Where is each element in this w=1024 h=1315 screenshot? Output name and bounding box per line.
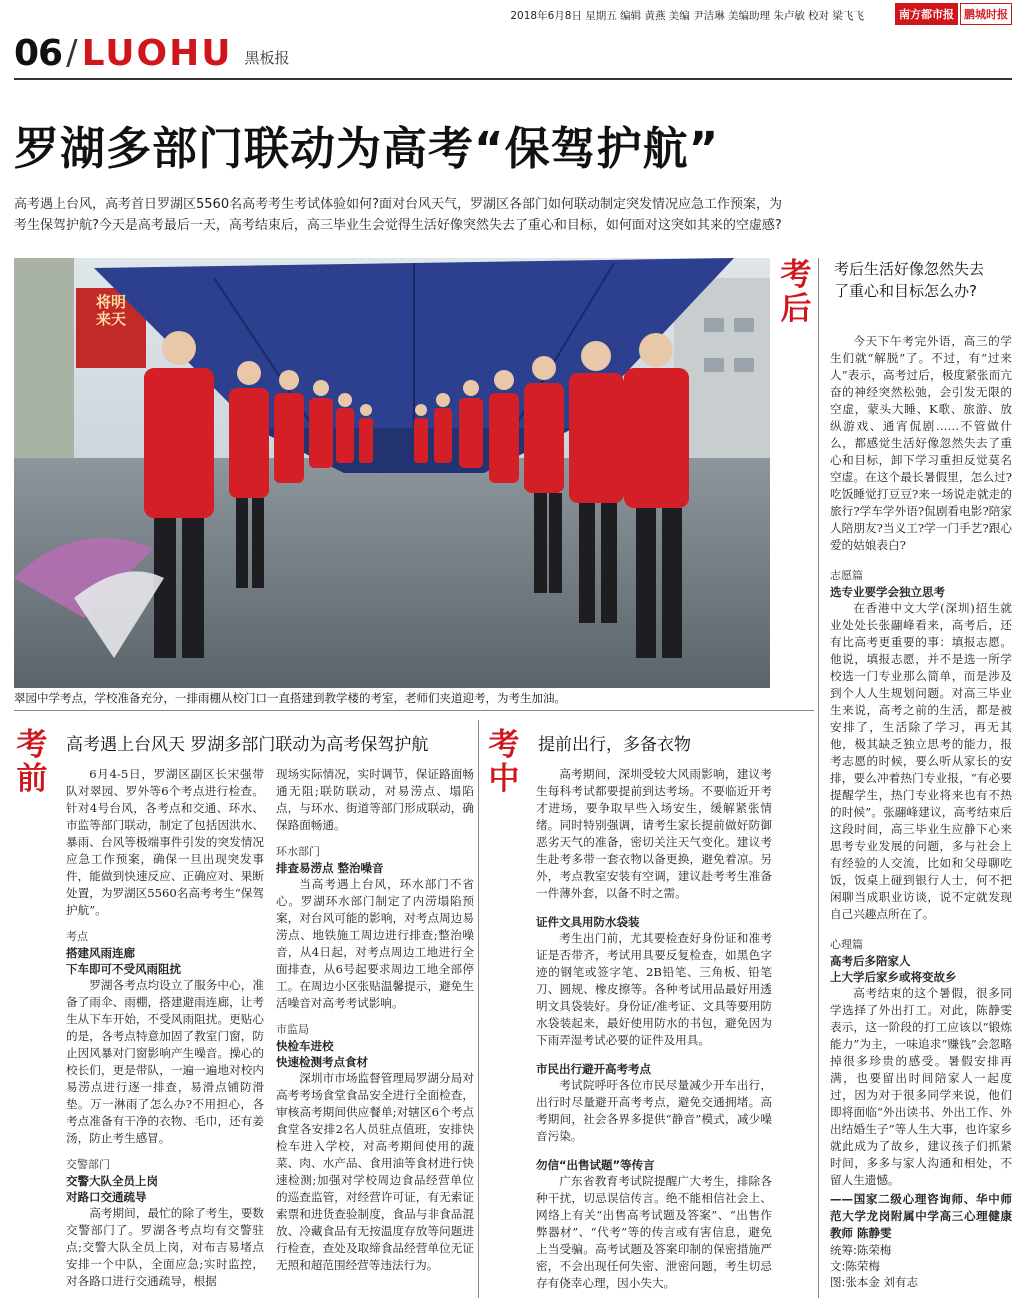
before-column-1 [66, 766, 264, 1290]
tag-after: 考后 [780, 257, 812, 327]
after-subheading-hometown: 上大学后家乡或将变故乡 [830, 970, 957, 984]
during-column [536, 766, 772, 1292]
before-subheading-police: 交警大队全员上岗 [66, 1174, 158, 1188]
before-heading-market: 市监局 [276, 1023, 309, 1036]
before-paragraph-4: 现场实际情况，实时调节，保证路面畅通无阻;联防联动，对易涝点、塌陷点，与环水、街道等部门形成联动，确保路面畅通。 [276, 767, 474, 832]
after-question: 考后生活好像忽然失去了重心和目标怎么办? [834, 260, 985, 300]
before-subheading-shelter: 下车即可不受风雨阻扰 [66, 962, 181, 976]
section-name: LUOHU [81, 32, 233, 74]
before-paragraph-1: 6月4-5日，罗湖区副区长宋强带队对翠园、罗外等6个考点进行检查。针对4号台风，各考点和交通、环水、市监等部门联动，制定了包括因洪水、暴雨、台风等极端事件引发的突发情况应急工作预案，确保一旦出现突发事件，能做到快速反应、正确应对、果断处置，为罗湖区5560名高考考生“保驾护航”。 [66, 767, 264, 917]
after-column [830, 333, 1012, 1290]
before-paragraph-5: 当高考遇上台风，环水部门不省心。罗湖环水部门制定了内涝塌陷预案，对台风可能的影响，对考点周边易涝点、地铁施工周边进行排查;整治噪音，从4日起，对考点周边工地进行全面排查，从6号起要求周边工地全部停工。在周边小区张贴温馨提示，避免生活噪音对高考考试影响。 [276, 877, 474, 1010]
brand-nandu: 南方都市报 [895, 3, 958, 25]
during-paragraph-1: 高考期间，深圳受较大风雨影响，建议考生每科考试都要提前到达考场。不要临近开考才进场，要争取早些入场安生，缓解紧张情绪。同时特别强调，请考生家长提前做好防御恶劣天气的准备，密切关注天气变化。建议考生赴考多带一套衣物以备更换，避免着凉。另外，考点教室安装有空调，建议赴考考生准备一件薄外套，以备不时之需。 [536, 767, 772, 900]
after-subheading-family: 高考后多陪家人 [830, 954, 911, 968]
before-heading-traffic: 交警部门 [66, 1158, 110, 1171]
top-bar [0, 0, 1024, 28]
during-subheading-avoid-venue: 市民出行避开高考考点 [536, 1062, 651, 1076]
expert-credit: ——国家二级心理咨询师、华中师范大学龙岗附属中学高三心理健康教师 陈静雯 [830, 1192, 1012, 1240]
during-paragraph-3: 考试院呼吁各位市民尽量减少开车出行，出行时尽量避开高考考点，避免交通拥堵。高考期间，社会各界多提供“静音”模式，减少噪音污染。 [536, 1078, 772, 1143]
byline-coordinator: 统筹:陈荣梅 [830, 1243, 892, 1257]
before-heading-venue: 考点 [66, 930, 88, 943]
brand-pengcheng: 鹏城时报 [960, 3, 1012, 25]
before-paragraph-2: 罗湖各考点均设立了服务中心，准备了雨伞、雨棚，搭建避雨连廊，让考生从下车开始，不受风雨阻扰。更贴心的是，各考点特意加固了教室门窗，防止因风暴对门窗影响产生噪音。操心的校长们，更是带队，一遍一遍地对校内易涝点进行逐一排查，易滑点铺防滑垫。万一淋雨了怎么办?不用担心，各考点准备有干净的衣物、毛巾，还有姜汤，防止考生感冒。 [66, 978, 264, 1145]
before-subheading-corridor: 搭建风雨连廊 [66, 946, 135, 960]
before-subheading-test-vehicle: 快检车进校 [276, 1039, 334, 1053]
before-paragraph-3: 高考期间，最忙的除了考生，要数交警部门了。罗湖各考点均有交警驻点;交警大队全员上岗，对布吉易堵点安排一个中队，全面应急;实时监控，对各路口进行交通疏导，根据 [66, 1206, 264, 1288]
tag-during: 考中 [488, 727, 520, 797]
after-paragraph-2: 在香港中文大学(深圳)招生就业处处长张翮峰看来，高考后，还有比高考更重要的事：填报志愿。他说，填报志愿，并不是选一所学校选一门专业那么简单，而是涉及到个人人生规划问题。对高三毕业生来说，高考之前的生活，都是被安排了，生活除了学习，再无其他，极其缺乏独立思考的能力，报考志愿的时候，要么听从家长的安排，要么冲着热门专业报，“有必要提醒学生，热门专业将来也有不热的时候”。张翮峰建议，高考结束后这段时间，高三毕业生应静下心来思考专业发展的问题，多与社会上有经验的人交流，比如和父母聊吃饭，饭桌上碰到银行人士，何不把闲聊当成职业访谈，说不定就发现自己兴趣点所在了。 [830, 601, 1012, 921]
header-divider [14, 78, 1012, 80]
byline-photographer: 图:张本金 刘有志 [830, 1275, 919, 1289]
column-divider-middle [478, 720, 479, 1298]
during-subheading-rumors: 勿信“出售试题”等传言 [536, 1158, 655, 1172]
slash-divider: / [66, 33, 78, 73]
news-photo [14, 258, 770, 688]
before-title: 高考遇上台风天 罗湖多部门联动为高考保驾护航 [66, 735, 429, 755]
after-paragraph-1: 今天下午考完外语，高三的学生们就“解脱”了。不过，有“过来人”表示，高考过后，极度紧张而亢奋的神经突然松弛，会引发无限的空虚，蒙头大睡、K歌、旅游、放纵游戏、通宵侃剧……不管做什么，都感觉生活好像忽然失去了重心和目标，卸下学习重担反觉莫名空虚。在这个最长暑假里，怎么过?吃饭睡觉打豆豆?来一场说走就走的旅行?学车学外语?侃剧看电影?陪家人陪朋友?当义工?学一门手艺?跟心爱的姑娘表白? [830, 334, 1012, 552]
before-subheading-food-test: 快速检测考点食材 [276, 1055, 368, 1069]
after-heading-volunteer: 志愿篇 [830, 569, 863, 582]
after-subheading-volunteer: 选专业要学会独立思考 [830, 585, 945, 599]
photo-caption: 翠园中学考点，学校准备充分，一排雨棚从校门口一直搭建到教学楼的考室，老师们夹道迎考，为考生加油。 [14, 691, 566, 705]
page-headline: 罗湖多部门联动为高考“保驾护航” [14, 122, 720, 175]
during-title: 提前出行，多备衣物 [538, 735, 691, 755]
lede-paragraph: 高考遇上台风，高考首日罗湖区5560名高考考生考试体验如何?面对台风天气，罗湖区各部门如何联动制定突发情况应急工作预案，为考生保驾护航?今天是高考最后一天，高考结束后，高三毕业生会觉得生活好像突然失去了重心和目标，如何面对这突如其来的空虚感? [14, 197, 782, 233]
before-subheading-flood-noise: 排查易涝点 整治噪音 [276, 861, 384, 875]
before-paragraph-6: 深圳市市场监督管理局罗湖分局对高考考场食堂食品安全进行全面检查，审核高考期间供应餐单;对辖区6个考点食堂各安排2名人员驻点值班，安排快检车进入学校，对高考期间使用的蔬菜、肉、水产品、食用油等食材进行快速检测;加强对学校周边食品经营单位的巡查监管，对经营许可证，有无索证索票和进货查验制度，食品与非食品混放、冷藏食品有无按温度存放等问题进行检查，查处及取缔食品经营单位无证无照和超范围经营等违法行为。 [276, 1071, 474, 1272]
before-subheading-junction: 对路口交通疏导 [66, 1190, 147, 1204]
during-paragraph-2: 考生出门前，尤其要检查好身份证和准考证是否带齐，考试用具要反复检查，如黑色字迹的钢笔或签字笔、2B铅笔、三角板、铅笔刀、圆规、橡皮擦等。各种考试用品最好用透明文具袋装好。身份证/准考证、文具等要用防水袋装起来，最好使用防水的书包，避免因为下雨弄湿考试必要的证件及用具。 [536, 931, 772, 1047]
after-paragraph-3: 高考结束的这个暑假，很多同学选择了外出打工。对此，陈静雯表示，这一阶段的打工应该以“锻炼能力”为主，一味追求“赚钱”会忽略掉很多珍贵的感受。暑假安排再满，也要留出时间陪家人一起度过，因为对于很多同学来说，他们即将面临“外出读书、外出工作、外出结婚生子”等人生大事，也许家乡就此成为了故乡，建议孩子们抓紧时间，多多与家人沟通和相处，不留人生遗憾。 [830, 986, 1012, 1187]
photo-banner-text: 将明来天 [95, 293, 126, 328]
byline-writer: 文:陈荣梅 [830, 1259, 880, 1273]
after-heading-psychology: 心理篇 [830, 938, 863, 951]
column-divider [818, 258, 819, 1298]
newspaper-logo [895, 4, 1012, 24]
during-subheading-waterproof: 证件文具用防水袋装 [536, 915, 640, 929]
tag-before: 考前 [16, 727, 48, 797]
subsection-name: 黑板报 [244, 48, 290, 67]
section-header [14, 32, 289, 74]
before-heading-environment: 环水部门 [276, 845, 320, 858]
during-paragraph-4: 广东省教育考试院提醒广大考生，排除各种干扰，切忌误信传言。绝不能相信社会上、网络上有关“出售高考试题及答案”、“出售作弊器材”、“代考”等的传言或有害信息，避免上当受骗。高考试题及答案印制的保密措施严密，不会出现任何失密、泄密问题，考生切忌存有侥幸心理，因小失大。 [536, 1174, 772, 1290]
lower-section-divider [14, 710, 814, 711]
page-number: 06 [14, 32, 63, 74]
before-column-2 [276, 766, 474, 1274]
issue-info: 2018年6月8日 星期五 编辑 黄燕 美编 尹洁琳 美编助理 朱卢敏 校对 梁飞飞 [510, 10, 864, 22]
